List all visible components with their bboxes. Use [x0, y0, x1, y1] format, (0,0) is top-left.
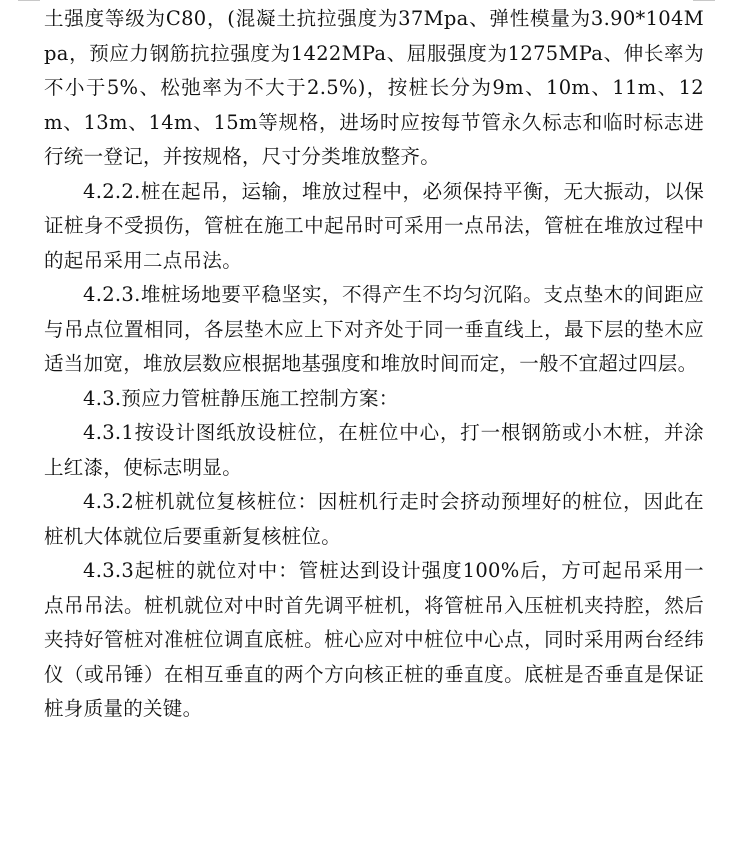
- document-body: [44, 2, 704, 727]
- section-heading-4-3: 4.3.预应力管桩静压施工控制方案：: [83, 386, 399, 410]
- page-corner-mark-right: [693, 0, 715, 1]
- paragraph-4-2-2: 4.2.2.桩在起吊，运输，堆放过程中，必须保持平衡，无大振动，以保证桩身不受损伤，管桩在施工中起吊时可采用一点吊法，管桩在堆放过程中的起吊采用二点吊法。: [44, 179, 704, 272]
- paragraph-material-spec: 土强度等级为C80，(混凝土抗拉强度为37Mpa、弹性模量为3.90*104Mpa，预应力钢筋抗拉强度为1422MPa、屈服强度为1275MPa、伸长率为不小于5%、松弛率为不大于2.5%)，按桩长分为9m、10m、11m、12m、13m、14m、15m等规格，进场时应按每节管永久标志和临时标志进行统一登记，并按规格，尺寸分类堆放整齐。: [44, 7, 704, 168]
- paragraph-4-2-3: 4.2.3.堆桩场地要平稳坚实，不得产生不均匀沉陷。支点垫木的间距应与吊点位置相同，各层垫木应上下对齐处于同一垂直线上，最下层的垫木应适当加宽，堆放层数应根据地基强度和堆放时间而定，一般不宜超过四层。: [44, 283, 704, 375]
- paragraph-4-3-1: 4.3.1按设计图纸放设桩位，在桩位中心，打一根钢筋或小木桩，并涂上红漆，使标志明显。: [44, 421, 704, 479]
- paragraph-4-3-3: 4.3.3起桩的就位对中：管桩达到设计强度100%后，方可起吊采用一点吊吊法。桩机就位对中时首先调平桩机，将管桩吊入压桩机夹持腔，然后夹持好管桩对准桩位调直底桩。桩心应对中桩位中心点，同时采用两台经纬仪（或吊锤）在相互垂直的两个方向核正桩的垂直度。底桩是否垂直是保证桩身质量的关键。: [44, 559, 704, 720]
- paragraph-4-3-2: 4.3.2桩机就位复核桩位：因桩机行走时会挤动预埋好的桩位，因此在桩机大体就位后要重新复核桩位。: [44, 490, 704, 548]
- page-corner-mark-left: [18, 0, 40, 1]
